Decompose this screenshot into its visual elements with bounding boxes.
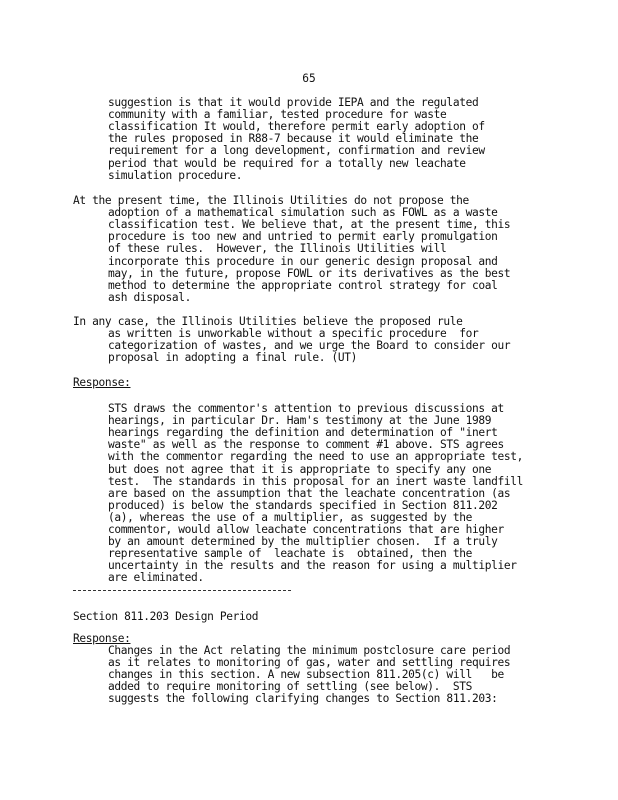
page-number: 65 <box>302 72 316 85</box>
text-line: procedure is too new and untried to permit early promulgation <box>108 230 498 244</box>
text-line: uncertainty in the results and the reason for using a multiplier <box>108 559 517 573</box>
text-line: are based on the assumption that the leachate concentration (as <box>108 486 511 500</box>
text-line: proposal in adopting a final rule. (UT) <box>108 351 358 365</box>
text-line: community with a familiar, tested procedure for waste <box>108 108 447 122</box>
text-line: requirement for a long development, confirmation and review <box>108 144 485 158</box>
text-line: adoption of a mathematical simulation such as FOWL as a waste <box>108 206 498 220</box>
text-line: as it relates to monitoring of gas, water and settling requires <box>108 656 511 670</box>
text-line: hearings regarding the definition and determination of "inert <box>108 426 498 440</box>
text-line: of these rules. However, the Illinois Utilities will <box>108 242 447 256</box>
text-line: suggests the following clarifying changes to Section 811.203: <box>108 692 498 706</box>
response-heading: Response: <box>73 376 131 389</box>
text-line: classification It would, therefore permit early adoption of <box>108 120 485 134</box>
text-line: commentor, would allow leachate concentrations that are higher <box>108 523 504 536</box>
text-line: test. The standards in this proposal for an inert waste landfill <box>108 474 524 488</box>
text-line: added to require monitoring of settling (see below). STS <box>108 680 472 694</box>
text-line: ash disposal. <box>108 290 192 304</box>
response-heading: Response: <box>73 632 131 645</box>
text-line: Section 811.203 Design Period <box>73 610 259 623</box>
text-line: classification test. We believe that, at the present time, this <box>108 218 511 232</box>
text-line: as written is unworkable without a specific procedure for <box>108 327 479 341</box>
text-line: simulation procedure. <box>108 168 243 182</box>
text-line: changes in this section. A new subsection 811.205(c) will be <box>108 668 504 682</box>
text-line: waste" as well as the response to comment #1 above. STS agrees <box>108 438 504 452</box>
text-line: but does not agree that it is appropriate to specify any one <box>108 462 492 476</box>
text-line: representative sample of leachate is obtained, then the <box>108 547 472 561</box>
text-line: produced) is below the standards specified in Section 811.202 <box>108 498 498 512</box>
text-line: categorization of wastes, and we urge the Board to consider our <box>108 339 511 353</box>
text-line: STS draws the commentor's attention to previous discussions at <box>108 402 504 415</box>
section-divider <box>73 590 291 591</box>
text-line: method to determine the appropriate control strategy for coal <box>108 278 498 292</box>
text-line: incorporate this procedure in our generic design proposal and <box>108 254 498 268</box>
text-line: Changes in the Act relating the minimum postclosure care period <box>108 644 511 657</box>
text-line: In any case, the Illinois Utilities believe the proposed rule <box>73 315 463 328</box>
text-line: suggestion is that it would provide IEPA and the regulated <box>108 96 479 109</box>
text-line: At the present time, the Illinois Utilities do not propose the <box>73 194 469 207</box>
text-line: hearings, in particular Dr. Ham's testimony at the June 1989 <box>108 414 492 428</box>
text-line: are eliminated. <box>108 571 204 585</box>
text-line: the rules proposed in R88-7 because it would eliminate the <box>108 132 479 146</box>
text-line: by an amount determined by the multiplier chosen. If a truly <box>108 535 498 549</box>
text-line: period that would be required for a totally new leachate <box>108 156 466 170</box>
text-line: with the commentor regarding the need to use an appropriate test, <box>108 450 524 464</box>
text-line: may, in the future, propose FOWL or its derivatives as the best <box>108 266 511 280</box>
text-line: (a), whereas the use of a multiplier, as suggested by the <box>108 510 472 524</box>
